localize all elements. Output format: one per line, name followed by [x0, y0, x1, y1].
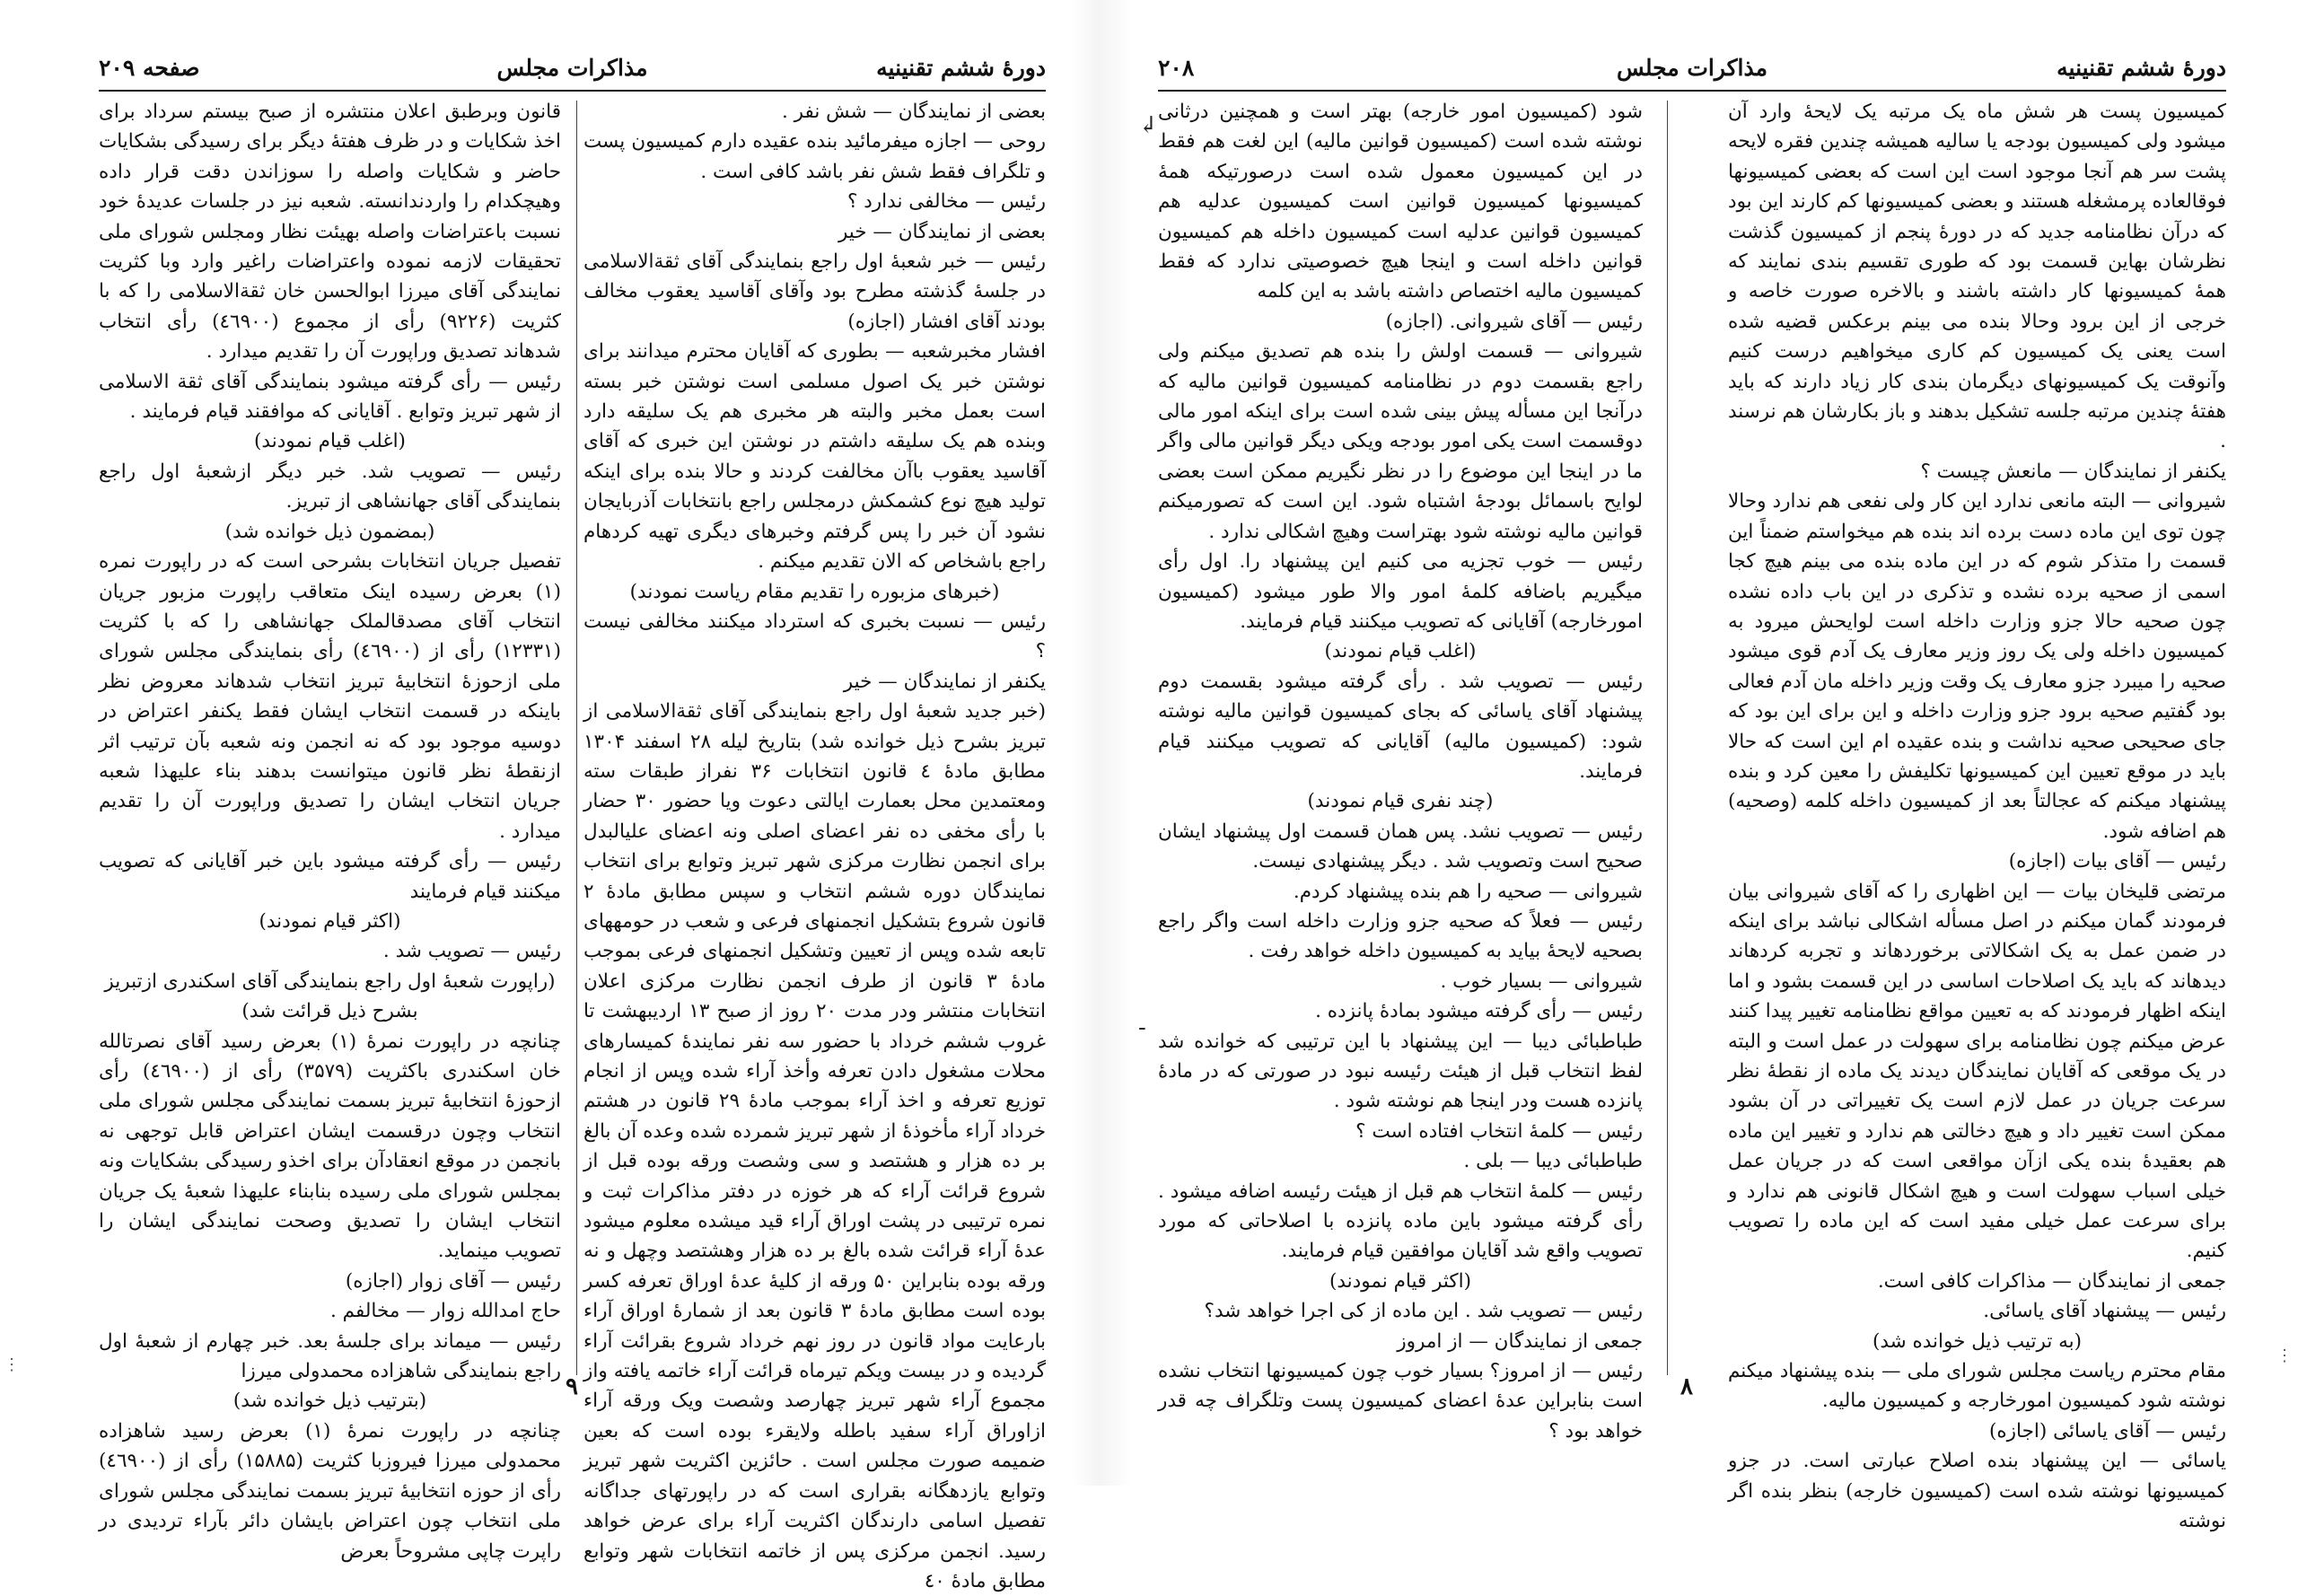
paragraph: کمیسیون پست هر شش ماه یک مرتبه یک لایحهٔ وارد آن میشود ولی کمیسیون بودجه یا سالیه همیشه چندین فقره لایحه پشت سر هم آنجا موجود است این است که بعضی کمیسیونها فوقالعاده پرمشغله هستند و بعضی کمیسیونها کم کارند این بود که درآن نظامنامه جدید که در دورهٔ پنجم از کمیسیون گذشت نظرشان بهاین قسمت بود که طوری تقسیم بندی نمایند که همهٔ کمیسیونها کار داشته باشند و بالاخره صورت خاصه و خرجی از این برود وحالا بنده می بینم برعکس قضیه شده است یعنی یک کمیسیون کم کاری میخواهیم درست کنیم وآنوقت یک کمیسیونهای دیگرمان بندی کار زیاد دارند که باید هفتهٔ چندین مرتبه جلسه تشکیل بدهند و باز بکارشان هم نرسند .	[1728, 101, 2226, 453]
margin-dash-mark: -	[1138, 1014, 1146, 1041]
right-page-column-right	[1728, 97, 2226, 1533]
left-page-column-left	[99, 97, 562, 1563]
right-header-rule	[1158, 90, 2226, 92]
left-page-header	[99, 49, 1046, 85]
paragraph: شیروانی — البته مانعی ندارد این کار ولی نفعی هم ندارد وحالا چون توی این ماده دست برده اند بنده هم میخواستم ضمناً این قسمت را متذکر شوم که در این ماده بنده می بینم هیچ کجا اسمی از صحیه برده نشده و تذکری در این باب داده نشده چون صحیه حالا جزو وزارت داخله است لوایحش میرود به کمیسیون داخله ولی یک روز وزیر معارف یک آدم قوی میشود صحیه را میبرد جزو معارف یک وقت وزیر داخله مان آدم فعالی بود گفتیم صحیه برود جزو وزارت داخله و این برای این بود که جای صحیحی صحیه نداشت و بنده عقیده ام این است که حالا باید در موقع تعیین این کمیسیونها تکلیفش را معین کرد و بنده پیشنهاد میکنم که عجالتاً بعد از کمیسیون داخله کلمه (وصحیه) هم اضافه شود.	[1728, 490, 2226, 843]
paragraph: شیروانی — صحیه را هم بنده پیشنهاد کردم.	[1293, 880, 1643, 903]
paragraph: مقام محترم ریاست مجلس شورای ملی — بنده پیشنهاد میکنم نوشته شود کمیسیون امورخارجه و کمیسیون مالیه.	[1728, 1360, 2226, 1413]
paragraph: رئیس — میماند برای جلسهٔ بعد. خبر چهارم از شعبهٔ اول راجع بنمایندگی شاهزاده محمدولی میرزا	[99, 1329, 561, 1383]
paragraph: بعضی از نمایندگان — شش نفر .	[781, 101, 1046, 123]
paragraph: یاسائی — این پیشنهاد بنده اصلاح عبارتی است. در جزو کمیسیونها نوشته شده است (کمیسیون خارجه) بنظر بنده اگر نوشته	[1728, 1450, 2226, 1533]
paragraph: رئیس — تصویب شد. خبر دیگر ازشعبهٔ اول راجع بنمایندگی آقای جهانشاهی از تبریز.	[99, 460, 561, 513]
paragraph: (اکثر قیام نمودند)	[259, 909, 401, 933]
paragraph: افشار مخبرشعبه — بطوری که آقایان محترم میدانند برای نوشتن خبر یک اصول مسلمی است نوشتن خبر بسته است بعمل مخبر والبته هر مخبری هم یک سلیقه دارد وبنده هم یک سلیقه داشتم در نوشتن این خبری که آقای آقاسید یعقوب باآن مخالفت کردند و حالا بنده برای اینکه تولید هیچ نوع کشمکش درمجلس راجع بانتخابات آذربایجان نشود آن خبر را پس گرفتم وخبرهای دیگری تهیه کردهام راجع باشخاص که الان تقدیم میکنم .	[583, 340, 1046, 574]
paragraph: شود (کمیسیون امور خارجه) بهتر است و همچنین درثانی نوشته شده است (کمیسیون قوانین مالیه) این لغت هم فقط در این کمیسیون معمول شده است درصورتیکه همهٔ کمیسیونها کمیسیون قوانین است کمیسیون عدلیه هم کمیسیون قوانین عدلیه است کمیسیون داخله هم کمیسیون قوانین داخله است و اینجا هیچ خصوصیتی ندارد که فقط کمیسیون مالیه اختصاص داشته باشد به این کلمه	[1158, 101, 1643, 303]
margin-arrow-mark: ↲	[1138, 112, 1158, 139]
right-page-header	[1158, 49, 2226, 85]
left-edge-speck: ⋮	[4, 1355, 20, 1374]
paragraph: (راپورت شعبهٔ اول راجع بنمایندگی آقای اسکندری ازتبریز بشرح ذیل قرائت شد)	[104, 969, 556, 1023]
right-header-title: مذاکرات مجلس	[1616, 55, 1768, 81]
paragraph: رئیس — پیشنهاد آقای یاسائی.	[1983, 1300, 2226, 1323]
right-page-column-left	[1158, 97, 1643, 1443]
left-header-term: دورهٔ ششم تقنینیه	[876, 55, 1046, 81]
paragraph: رئیس — آقای زوار (اجازه)	[345, 1269, 561, 1293]
paragraph: رئیس — خوب تجزیه می کنیم این پیشنهاد را. اول رأی میگیریم باضافه کلمهٔ امور والا طور میشود (کمیسیون امورخارجه) آقایانی که تصویب میکنند قیام فرمایند.	[1158, 550, 1643, 633]
paragraph: (اکثر قیام نمودند)	[1329, 1269, 1471, 1293]
paragraph: رئیس — کلمهٔ انتخاب افتاده است ؟	[1355, 1119, 1643, 1143]
paragraph: چنانچه در راپورت نمرهٔ (۱) بعرض رسید شاهزاده محمدولی میرزا فیروزبا کثریت (۱۵۸۸۵) رأی از (٤٦٩۰۰) رأی از حوزه انتخابیهٔ تبریز بسمت نمایندگی مجلس شورای ملی انتخاب چون اعتراض بایشان دائر بآراء تردیدی در راپرت چاپی مشروحاً بعرض	[99, 1419, 561, 1563]
paragraph: بعضی از نمایندگان — خیر	[838, 220, 1046, 243]
paragraph: شیروانی — بسیار خوب .	[1440, 969, 1643, 993]
paragraph: رئیس — خبر شعبهٔ اول راجع بنمایندگی آقای ثقةالاسلامی در جلسهٔ گذشته مطرح بود وآقای آقاسید یعقوب مخالف بودند آقای افشار (اجازه)	[583, 250, 1046, 333]
paragraph: جمعی از نمایندگان — از امروز	[1397, 1329, 1643, 1353]
paragraph: طباطبائی دیبا — بلی .	[1463, 1150, 1643, 1173]
right-edge-speck: ⋮	[2276, 1346, 2293, 1365]
paragraph: چنانچه در راپورت نمرهٔ (۱) بعرض رسید آقای نصرتالله خان اسکندری باکثریت (۳۵۷۹) رأی از (٤٦٩۰۰) رأی ازحوزهٔ انتخابیهٔ تبریز بسمت نمایندگی مجلس شورای ملی انتخاب وچون درقسمت ایشان اعتراض قابل توجهی نه بانجمن در موقع انعقادآن برای اخذو رسیدگی بشکایات ونه بمجلس شورای ملی رسیده بنابناء علیهذا شعبهٔ یک جریان انتخاب ایشان را تصدیق وصحت نمایندگی ایشان را تصویب مینماید.	[99, 1030, 561, 1263]
paragraph: مرتضی قلیخان بیات — این اظهاری را که آقای شیروانی بیان فرمودند گمان میکنم در اصل مسأله اشکالی نباشد برای اینکه در ضمن عمل به یک اشکالاتی برخوردهاند و تجربه کردهاند دیدهاند که باید یک اصلاحات اساسی در این قسمت بشود و اما اینکه اظهار فرمودند که به تعیین مواقع نظامنامه تغییر پیدا کنند عرض میکنم چون نظامنامه برای سهولت در عمل است و البته در یک موقعی که آقایان نمایندگان دیدند یک ماده از نقطهٔ نظر سرعت جریان در عمل لازم است یک تغییراتی در آن بشود ممکن است تغییر داد و هیچ دخالتی هم ندارد و تغییر این ماده هم بعقیدهٔ بنده یکی ازآن مواقعی است که در جریان عمل خیلی اسباب سهولت است و هیچ اشکال قانونی هم ندارد و برای سرعت عمل خیلی مفید است که این ماده را تصویب کنیم.	[1728, 880, 2226, 1263]
paragraph: رئیس — رأی گرفته میشود بنمایندگی آقای ثقة الاسلامی از شهر تبریز وتوابع . آقایانی که موافقند قیام فرمایند .	[99, 370, 561, 424]
left-header-page-label: صفحه ۲۰۹	[99, 55, 200, 81]
paragraph: رئیس — فعلاً که صحیه جزو وزارت داخله است واگر راجع بصحیه لایحهٔ بیاید به کمیسیون داخله خواهد رفت .	[1158, 909, 1643, 963]
paragraph: قانون وبرطبق اعلان منتشره از صبح بیستم سرداد برای اخذ شکایات و در ظرف هفتهٔ دیگر برای رسیدگی بشکایات حاضر و شکایات واصله را سوزاندن دقت قرار داده وهیچکدام را واردندانسته. شعبه نیز در جلسات عدیدهٔ خود نسبت باعتراضات واصله بهیئت نظار ومجلس شورای ملی تحقیقات لازمه نموده واعتراضات راغیر وارد وبا کثریت نمایندگی آقای میرزا ابوالحسن خان ثقةالاسلامی را که با کثریت (۹۲۲۶) رأی از مجموع (٤٦٩٠۰) رأی انتخاب شدهاند تصدیق وراپورت آن را تقدیم میدارد .	[99, 101, 562, 364]
paragraph: (بمضمون ذیل خوانده شد)	[224, 520, 435, 543]
paragraph: حاج امدالله زوار — مخالفم .	[330, 1300, 561, 1323]
left-page	[0, 0, 1073, 1592]
paragraph: رئیس — تصویب شد . رأی گرفته میشود بقسمت دوم پیشنهاد آقای یاسائی که بجای کمیسیون قوانین مالیه نوشته شود: (کمیسیون مالیه) آقایانی که تصویب میکنند قیام فرمایند.	[1158, 670, 1643, 783]
paragraph: رئیس — آقای یاسائی (اجازه)	[1989, 1419, 2226, 1443]
paragraph: طباطبائی دیبا — این پیشنهاد با این ترتیبی که خوانده شد لفظ انتخاب قبل از هیئت رئیسه نبود در صورتی که در مادهٔ پانزده هست ودر اینجا هم نوشته شود .	[1158, 1030, 1643, 1113]
left-column-divider	[576, 101, 577, 1375]
paragraph: رئیس — تصویب نشد. پس همان قسمت اول پیشنهاد ایشان صحیح است وتصویب شد . دیگر پیشنهادی نیست.	[1158, 820, 1643, 873]
paragraph: (چند نفری قیام نمودند)	[1307, 790, 1494, 813]
paragraph: رئیس — مخالفی ندارد ؟	[846, 190, 1046, 214]
paragraph: شیروانی — قسمت اولش را بنده هم تصدیق میکنم ولی راجع بقسمت دوم در نظامنامه کمیسیون قوانین مالیه که درآنجا این مسأله پیش بینی شده است برای اینکه امور مالی دوقسمت است یکی امور بودجه ویکی دیگر قوانین مالی واگر ما در اینجا این موضوع را در نظر نگیریم ممکن است بعضی لوایح باسمائل بودجهٔ اشتباه شود. این است که تصورمیکنم قوانین مالیه نوشته شود بهتراست وهیچ اشکالی ندارد .	[1158, 340, 1643, 543]
paragraph: رئیس — تصویب شد . این ماده از کی اجرا خواهد شد؟	[1204, 1300, 1643, 1323]
right-header-term: دورهٔ ششم تقنینیه	[2057, 55, 2226, 81]
paragraph: رئیس — رأی گرفته میشود باین خبر آقایانی که تصویب میکنند قیام فرمایند	[99, 850, 561, 903]
left-header-rule	[99, 90, 1046, 92]
right-page	[1131, 0, 2298, 1533]
paragraph: (خبر جدید شعبهٔ اول راجع بنمایندگی آقای ثقةالاسلامی از تبریز بشرح ذیل خوانده شد) بتاریخ لیله ۲۸ اسفند ۱۳۰۴ مطابق مادهٔ ٤ قانون انتخابات ۳۶ نفراز طبقات سته ومعتمدین محل بعمارت ایالتی دعوت ویا حضور ۳۰ حضار با رأی مخفی ده نفر اعضای اصلی ونه اعضای علیالبدل برای انجمن نظارت مرکزی شهر تبریز وتوابع برای انتخاب نمایندگان دوره ششم انتخاب و سپس مطابق مادهٔ ۲ قانون شروع بتشکیل انجمنهای فرعی و شعب در حومههای تابعه شده وپس از تعیین وتشکیل انجمنهای فرعی بموجب مادهٔ ۳ قانون از طرف انجمن نظارت مرکزی اعلان انتخابات منتشر ودر مدت ۲۰ روز از صبح ۱۳ اردیبهشت تا غروب ششم خرداد با حضور سه نفر نمایندهٔ کمیسارهای محلات مشغول دادن تعرفه وأخذ آراء شده وپس از انجام توزیع تعرفه و اخذ آراء بموجب مادهٔ ۲۹ قانون در هشتم خرداد آراء مأخوذهٔ از شهر تبریز شمرده شده وعده آن بالغ بر ده هزار و هشتصد و سی وشصت ورقه بوده قبل از شروع قرائت آراء که هر خوزه در دفتر مذاکرات ثبت و نمره ترتیبی در پشت اوراق آراء قید میشده معلوم میشود عدهٔ آراء قرائت شده بالغ بر ده هزار وهشتصد وچهل و نه ورقه بوده بنابراین ۵۰ ورقه از کلیهٔ عدهٔ اوراق تعرفه کسر بوده است مطابق مادهٔ ۳ قانون بعد از شمارهٔ اوراق آراء بارعایت مواد قانون در روز نهم خرداد شروع بقرائت آراء گردیده و در بیست ویکم تیرماه قرائت آراء خاتمه یافته واز مجموع آراء شهر تبریز چهارصد وشصت ویک ورقه آراء ازاوراق آراء سفید باطله ولایقرء بوده است که بعین ضمیمه صورت مجلس است . حائزین اکثریت شهر تبریز وتوابع یازدهگانه بقراری است که در راپورتهای جداگانه تفصیل اسامی دارندگان اکثریت آراء برای عرض خواهد رسید. انجمن مرکزی پس از خاتمه انتخابات شهر وتوابع مطابق مادهٔ ٤۰	[583, 700, 1047, 1592]
paragraph: رئیس — نسبت بخبری که استرداد میکنند مخالفی نیست ؟	[583, 609, 1046, 663]
book-gutter	[1073, 0, 1131, 1486]
left-page-column-right	[583, 97, 1047, 1592]
paragraph: جمعی از نمایندگان — مذاکرات کافی است.	[1877, 1269, 2226, 1293]
paragraph: (به ترتیب ذیل خوانده شد)	[1872, 1329, 2083, 1353]
paragraph: رئیس — از امروز؟ بسیار خوب چون کمیسیونها انتخاب نشده است بنابراین عدهٔ اعضای کمیسیون پست وتلگراف چه قدر خواهد بود ؟	[1158, 1360, 1643, 1443]
left-header-title: مذاکرات مجلس	[496, 55, 648, 81]
right-page-number: ۸	[1680, 1373, 1693, 1400]
paragraph: تفصیل جریان انتخابات بشرحی است که در راپورت نمره (۱) بعرض رسیده اینک متعاقب راپورت مزبور جریان انتخاب آقای مصدقالملک جهانشاهی را که با کثریت (۱۲۳۳۱) رأی از (٤٦٩۰۰) رأی بنمایندگی مجلس شورای ملی ازحوزهٔ انتخابیهٔ تبریز انتخاب شدهاند معروض نظر باینکه در قسمت انتخاب ایشان فقط یکنفر اعتراض در دوسیه موجود بود که نه انجمن ونه شعبه بآن ترتیب اثر ازنقطهٔ نظر قانون میتوانست بدهند بناء علیهذا شعبه جریان انتخاب ایشان را تصدیق وراپورت آن را تقدیم میدارد .	[99, 550, 561, 843]
paragraph: (بترتیب ذیل خوانده شد)	[232, 1390, 427, 1413]
paragraph: رئیس — رأی گرفته میشود بمادهٔ پانزده .	[1315, 1000, 1643, 1023]
paragraph: یکنفر از نمایندگان — مانعش چیست ؟	[1920, 460, 2226, 483]
paragraph: رئیس — آقای بیات (اجازه)	[2008, 850, 2226, 873]
right-header-page-label: ۲۰۸	[1158, 55, 1195, 81]
left-page-number: ۹	[566, 1373, 578, 1400]
paragraph: رئیس — تصویب شد .	[382, 940, 561, 963]
paragraph: روحی — اجازه میفرمائید بنده عقیده دارم کمیسیون پست و تلگراف فقط شش نفر باشد کافی است .	[583, 130, 1046, 183]
paragraph: (خبرهای مزبوره را تقدیم مقام ریاست نمودند)	[629, 580, 1000, 603]
paragraph: (اغلب قیام نمودند)	[254, 430, 406, 453]
paragraph: رئیس — کلمهٔ انتخاب هم قبل از هیئت رئیسه اضافه میشود . رأی گرفته میشود باین ماده پانزده با اصلاحاتی که مورد تصویب واقع شد آقایان موافقین قیام فرمایند.	[1158, 1179, 1643, 1263]
paragraph: رئیس — آقای شیروانی. (اجازه)	[1385, 310, 1643, 333]
right-column-divider	[1667, 101, 1668, 1375]
paragraph: (اغلب قیام نمودند)	[1324, 640, 1477, 663]
paragraph: یکنفر از نمایندگان — خیر	[843, 670, 1046, 693]
